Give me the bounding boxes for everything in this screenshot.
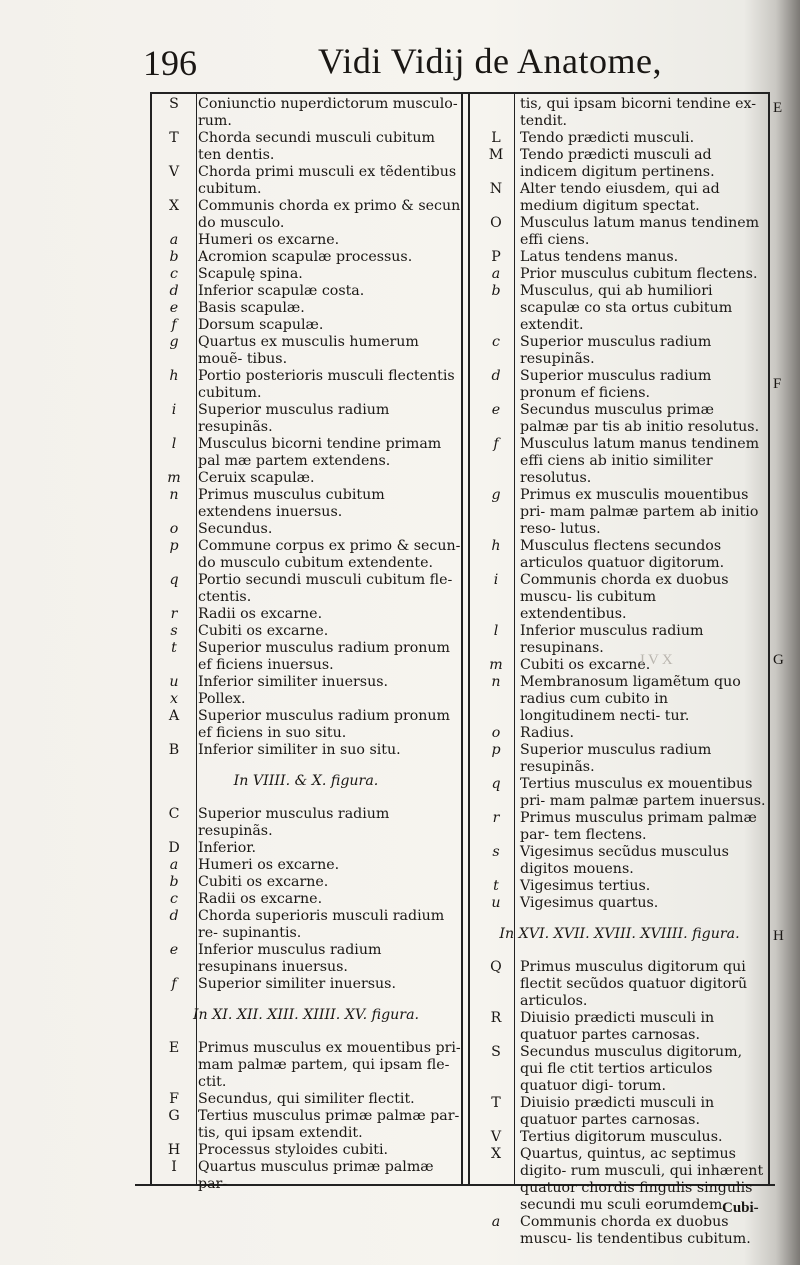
legend-text: Vigesimus tertius. (520, 878, 651, 894)
margin-letter-g: G (773, 652, 784, 668)
legend-key: G (168, 1108, 180, 1124)
legend-key: b (491, 283, 501, 299)
legend-entry (472, 1214, 767, 1248)
legend-text: Commune corpus ex primo & secun- do musculo cubitum extendente. (198, 538, 461, 571)
legend-key (472, 96, 520, 130)
legend-key: x (169, 691, 178, 707)
legend-entry (472, 657, 767, 674)
legend-key: p (169, 538, 179, 554)
legend-entry (150, 874, 462, 891)
catchword: Cubi- (722, 1200, 759, 1216)
legend-entry (150, 521, 462, 538)
legend-entry (150, 640, 462, 674)
legend-key: l (171, 436, 177, 452)
legend-key: c (492, 334, 500, 350)
legend-entry (472, 130, 767, 147)
legend-text: Cubiti os excarne. (520, 657, 651, 673)
legend-text: Superior similiter inuersus. (198, 976, 396, 992)
legend-text: Basis scapulæ. (198, 300, 305, 316)
legend-entry (472, 368, 767, 402)
legend-entry (472, 249, 767, 266)
legend-text: Quartus musculus primæ palmæ par- (198, 1159, 434, 1192)
legend-key: T (169, 130, 179, 146)
legend-entry (150, 806, 462, 840)
legend-text: Acromion scapulæ processus. (198, 249, 413, 265)
legend-entry (150, 908, 462, 942)
legend-text: Ceruix scapulæ. (198, 470, 315, 486)
legend-key: s (492, 844, 500, 860)
legend-key: D (168, 840, 180, 856)
legend-entry (472, 895, 767, 912)
legend-text: Secundus, qui similiter flectit. (198, 1091, 415, 1107)
legend-text: Inferior. (198, 840, 256, 856)
legend-text: Superior musculus radium resupinãs. (198, 806, 390, 839)
legend-key: P (491, 249, 501, 265)
running-title: Vidi Vidij de Anatome, (318, 41, 662, 81)
legend-entry (472, 402, 767, 436)
legend-text: Inferior similiter inuersus. (198, 674, 389, 690)
legend-key: S (491, 1044, 501, 1060)
legend-entry (472, 538, 767, 572)
legend-key: m (167, 470, 181, 486)
legend-entry (150, 130, 462, 164)
legend-text: Processus styloides cubiti. (198, 1142, 389, 1158)
legend-key: F (169, 1091, 179, 1107)
legend-entry (150, 334, 462, 368)
legend-key: p (491, 742, 501, 758)
legend-key: C (168, 806, 180, 822)
legend-entry (472, 1095, 767, 1129)
legend-text: Primus musculus primam palmæ par- tem flectens. (520, 810, 757, 843)
legend-entry (150, 317, 462, 334)
legend-entry (150, 368, 462, 402)
legend-text: Inferior scapulæ costa. (198, 283, 365, 299)
legend-entry (472, 1010, 767, 1044)
legend-entry (472, 1129, 767, 1146)
legend-text: Secundus. (198, 521, 273, 537)
legend-key: i (171, 402, 177, 418)
legend-entry (150, 283, 462, 300)
legend-entry (472, 959, 767, 1010)
legend-key: a (169, 232, 179, 248)
section-heading-11-15: In XI. XII. XIII. XIIII. XV. figura. (192, 1007, 420, 1023)
legend-entry (150, 857, 462, 874)
legend-entry (150, 976, 462, 993)
legend-key: a (169, 857, 179, 873)
legend-entry (472, 334, 767, 368)
legend-entry (472, 725, 767, 742)
section-heading-9-10: In VIIII. & X. figura. (233, 773, 379, 789)
legend-text: Quartus ex musculis humerum mouẽ- tibus. (198, 334, 419, 367)
legend-entry (150, 623, 462, 640)
legend-key: S (169, 96, 179, 112)
legend-key: O (490, 215, 502, 231)
legend-entry (472, 674, 767, 725)
legend-text: Humeri os excarne. (198, 857, 340, 873)
legend-key: n (491, 674, 501, 690)
legend-entry (472, 266, 767, 283)
legend-entry (150, 942, 462, 976)
legend-key: r (492, 810, 500, 826)
page-number: 196 (143, 43, 197, 83)
legend-text: Tertius musculus primæ palmæ par- tis, qui ipsam extendit. (198, 1108, 460, 1141)
legend-text: Tendo prædicti musculi. (520, 130, 695, 146)
legend-key: h (169, 368, 179, 384)
legend-key: s (170, 623, 178, 639)
legend-entry (472, 776, 767, 810)
legend-text: Portio secundi musculi cubitum fle- ctentis. (198, 572, 453, 605)
legend-text: Superior musculus radium resupinãs. (520, 742, 712, 775)
legend-key: f (171, 976, 177, 992)
legend-text: Tertius musculus ex mouentibus pri- mam palmæ partem inuersus. (520, 776, 766, 809)
legend-key: g (491, 487, 501, 503)
legend-key: t (493, 878, 499, 894)
margin-letter-e: E (773, 100, 783, 116)
legend-text: Musculus latum manus tendinem effi ciens ab initio similiter resolutus. (520, 436, 760, 486)
legend-key: f (171, 317, 177, 333)
legend-entry (472, 215, 767, 249)
entries-11-15 (150, 1040, 462, 1193)
legend-key: R (490, 1010, 502, 1026)
legend-entry (150, 1040, 462, 1091)
legend-text: Primus ex musculis mouentibus pri- mam palmæ partem ab initio reso- lutus. (520, 487, 759, 537)
legend-text: Communis chorda ex duobus muscu- lis tendentibus cubitum. (520, 1214, 751, 1247)
legend-entry (472, 436, 767, 487)
legend-key: h (491, 538, 501, 554)
legend-text: Vigesimus secũdus musculus digitos mouens. (520, 844, 729, 877)
legend-text: Prior musculus cubitum flectens. (520, 266, 758, 282)
legend-key: H (167, 1142, 181, 1158)
legend-key: N (489, 181, 503, 197)
legend-entry (472, 623, 767, 657)
legend-entry (472, 181, 767, 215)
legend-key: d (169, 908, 179, 924)
legend-key: g (169, 334, 179, 350)
legend-text: Chorda primi musculi ex tẽdentibus cubitum. (198, 164, 457, 197)
legend-text: Radii os excarne. (198, 891, 323, 907)
legend-key: o (169, 521, 179, 537)
legend-key: e (491, 402, 501, 418)
legend-text: Diuisio prædicti musculi in quatuor partes carnosas. (520, 1010, 715, 1043)
legend-key: u (169, 674, 179, 690)
legend-key: V (168, 164, 180, 180)
legend-entry (150, 572, 462, 606)
legend-text: Musculus latum manus tendinem effi ciens. (520, 215, 760, 248)
legend-text: Primus musculus ex mouentibus pri- mam palmæ partem, qui ipsam fle- ctit. (198, 1040, 461, 1090)
legend-key: r (170, 606, 178, 622)
left-entries (150, 96, 462, 759)
legend-entry (472, 878, 767, 895)
legend-key: A (168, 708, 180, 724)
legend-entry (150, 1142, 462, 1159)
legend-key: c (170, 266, 178, 282)
legend-text: Superior musculus radium resupinãs. (198, 402, 390, 435)
legend-entry (150, 436, 462, 470)
legend-text: Primus musculus digitorum qui flectit secũdos quatuor digitorũ articulos. (520, 959, 748, 1009)
legend-key: X (490, 1146, 502, 1162)
legend-text: Diuisio prædicti musculi in quatuor partes carnosas. (520, 1095, 715, 1128)
legend-entry (472, 283, 767, 334)
legend-entry (472, 487, 767, 538)
legend-key: L (491, 130, 501, 146)
legend-entry (150, 606, 462, 623)
legend-entry (472, 96, 767, 130)
legend-text: Radii os excarne. (198, 606, 323, 622)
legend-text: Chorda secundi musculi cubitum ten dentis. (198, 130, 435, 163)
legend-text: Quartus, quintus, ac septimus digito- rum musculi, qui inhærent quatuor chordis fingulis singulis secundi mu sculi eorumdem. (520, 1146, 764, 1213)
legend-key: e (169, 300, 179, 316)
legend-entry (472, 844, 767, 878)
legend-key: I (171, 1159, 177, 1175)
legend-key: d (169, 283, 179, 299)
rule-top (150, 92, 768, 94)
legend-key: T (491, 1095, 501, 1111)
legend-text: Portio posterioris musculi flectentis cubitum. (198, 368, 455, 401)
legend-key: q (169, 572, 179, 588)
legend-entry (472, 742, 767, 776)
legend-key: o (491, 725, 501, 741)
legend-entry (150, 674, 462, 691)
legend-key: a (491, 1214, 501, 1230)
legend-text: Latus tendens manus. (520, 249, 679, 265)
legend-key: l (493, 623, 499, 639)
legend-key: u (491, 895, 501, 911)
right-column (472, 96, 767, 1248)
legend-entry (472, 810, 767, 844)
legend-key: M (488, 147, 504, 163)
legend-entry (150, 891, 462, 908)
legend-text: Tendo prædicti musculi ad indicem digitum pertinens. (520, 147, 715, 180)
legend-text: Primus musculus cubitum extendens inuersus. (198, 487, 385, 520)
legend-key: e (169, 942, 179, 958)
legend-text: Inferior musculus radium resupinans. (520, 623, 704, 656)
legend-entry (150, 249, 462, 266)
legend-key: f (493, 436, 499, 452)
legend-key: B (168, 742, 180, 758)
legend-entry (150, 402, 462, 436)
legend-text: tis, qui ipsam bicorni tendine ex- tendit. (520, 96, 757, 129)
legend-key: i (493, 572, 499, 588)
legend-text: Secundus musculus primæ palmæ par tis ab initio resolutus. (520, 402, 760, 435)
legend-text: Coniunctio nuperdictorum musculo- rum. (198, 96, 458, 129)
legend-text: Pollex. (198, 691, 246, 707)
legend-entry (150, 708, 462, 742)
legend-text: Superior musculus radium pronum ef ficiens. (520, 368, 712, 401)
legend-entry (150, 164, 462, 198)
legend-entry (150, 300, 462, 317)
show-through-smudge: IVX (640, 652, 676, 668)
legend-text: Tertius digitorum musculus. (520, 1129, 723, 1145)
legend-text: Communis chorda ex primo & secun do musculo. (198, 198, 461, 231)
legend-entry (150, 487, 462, 521)
margin-letter-f: F (773, 376, 782, 392)
section-heading-16-19: In XVI. XVII. XVIII. XVIIII. figura. (499, 926, 740, 942)
legend-key: m (489, 657, 503, 673)
legend-text: Vigesimus quartus. (520, 895, 659, 911)
legend-key: t (171, 640, 177, 656)
left-column (150, 96, 462, 1193)
legend-entry (150, 1108, 462, 1142)
legend-key: Q (490, 959, 502, 975)
right-entries (472, 96, 767, 912)
legend-entry (472, 147, 767, 181)
legend-text: Cubiti os excarne. (198, 874, 329, 890)
legend-entry (150, 840, 462, 857)
legend-entry (150, 691, 462, 708)
legend-key: q (491, 776, 501, 792)
entries-9-10 (150, 806, 462, 993)
legend-text: Inferior similiter in suo situ. (198, 742, 401, 758)
legend-key: a (491, 266, 501, 282)
legend-text: Membranosum ligamẽtum quo radius cum cubito in longitudinem necti- tur. (520, 674, 741, 724)
legend-entry (472, 572, 767, 623)
legend-key: V (490, 1129, 502, 1145)
legend-key: b (169, 249, 179, 265)
legend-text: Alter tendo eiusdem, qui ad medium digitum spectat. (520, 181, 720, 214)
legend-text: Superior musculus radium pronum ef ficiens in suo situ. (198, 708, 451, 741)
legend-text: Musculus flectens secundos articulos quatuor digitorum. (520, 538, 725, 571)
legend-entry (150, 198, 462, 232)
legend-text: Superior musculus radium pronum ef ficiens inuersus. (198, 640, 451, 673)
legend-key: X (168, 198, 180, 214)
legend-text: Chorda superioris musculi radium re- supinantis. (198, 908, 445, 941)
legend-entry (150, 742, 462, 759)
legend-text: Communis chorda ex duobus muscu- lis cubitum extendentibus. (520, 572, 729, 622)
legend-entry (150, 96, 462, 130)
margin-letter-h: H (773, 928, 784, 944)
legend-text: Cubiti os excarne. (198, 623, 329, 639)
legend-entry (150, 232, 462, 249)
legend-text: Superior musculus radium resupinãs. (520, 334, 712, 367)
legend-entry (150, 1159, 462, 1193)
legend-text: Inferior musculus radium resupinans inuersus. (198, 942, 382, 975)
rule-center-2 (468, 92, 470, 1185)
legend-text: Musculus bicorni tendine primam pal mæ partem extendens. (198, 436, 442, 469)
legend-text: Secundus musculus digitorum, qui fle ctit tertios articulos quatuor digi- torum. (520, 1044, 743, 1094)
legend-text: Humeri os excarne. (198, 232, 340, 248)
legend-text: Dorsum scapulæ. (198, 317, 324, 333)
legend-entry (150, 266, 462, 283)
rule-right-outer (768, 92, 770, 1185)
legend-text: Radius. (520, 725, 575, 741)
legend-entry (150, 538, 462, 572)
legend-entry (472, 1044, 767, 1095)
legend-key: b (169, 874, 179, 890)
legend-key: c (170, 891, 178, 907)
legend-entry (150, 470, 462, 487)
legend-key: E (168, 1040, 180, 1056)
legend-entry (150, 1091, 462, 1108)
legend-text: Musculus, qui ab humiliori scapulæ co sta ortus cubitum extendit. (520, 283, 733, 333)
legend-key: d (491, 368, 501, 384)
legend-key: n (169, 487, 179, 503)
legend-text: Scapulę spina. (198, 266, 303, 282)
